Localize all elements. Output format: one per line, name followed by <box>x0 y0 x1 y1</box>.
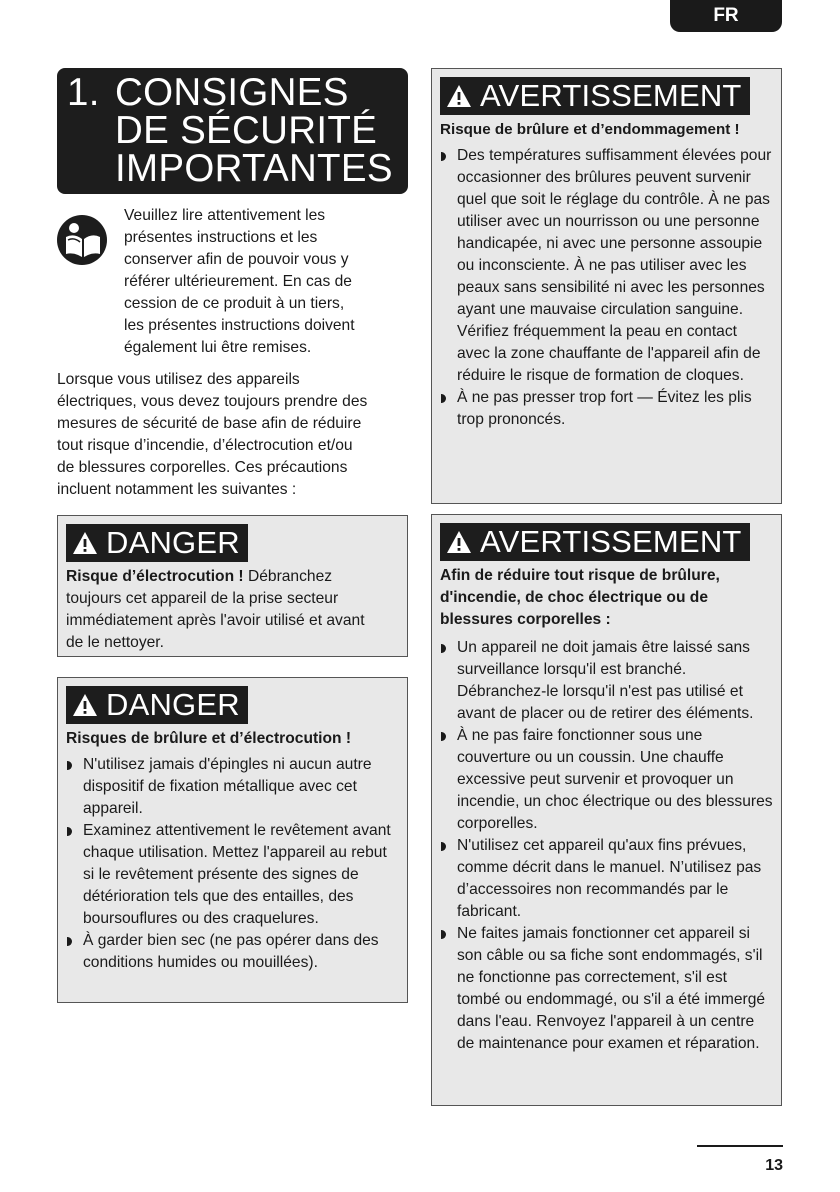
danger-heading: Risque d’électrocution ! <box>66 568 244 585</box>
warning-bullet-list <box>440 145 773 431</box>
page-number: 13 <box>765 1157 783 1174</box>
section-title <box>57 68 408 194</box>
title-line-1: CONSIGNES <box>115 71 349 114</box>
warning-triangle-icon <box>446 530 472 554</box>
list-item: Un appareil ne doit jamais être laissé sans surveillance lorsqu'il est branché. Débranchez-le lorsqu'il n'est pas utilisé et avant de placer ou de retirer des éléments. <box>440 637 773 725</box>
danger-box-electrocution <box>57 515 408 657</box>
title-line-3: IMPORTANTES <box>115 147 393 190</box>
list-item: Ne faites jamais fonctionner cet appareil si son câble ou sa fiche sont endommagés, s'il ne fonctionne pas correctement, s'il est tombé ou endommagé, ou s'il a été immergé dans l'eau. Renvoyez l'appareil à un centre de maintenance pour examen et réparation. <box>440 923 773 1055</box>
footer-rule <box>697 1145 783 1147</box>
danger-heading: Risques de brûlure et d’électrocution ! <box>66 730 352 747</box>
list-item: N'utilisez jamais d'épingles ni aucun autre dispositif de fixation métallique avec cet appareil. <box>66 754 399 820</box>
list-item: À garder bien sec (ne pas opérer dans des conditions humides ou mouillées). <box>66 930 399 974</box>
warning-box-burn-damage <box>431 68 782 504</box>
danger-box-burn-electrocution <box>57 677 408 1003</box>
warning-heading: Risque de brûlure et d’endommagement ! <box>440 121 740 138</box>
read-manual-icon <box>57 215 107 265</box>
section-number: 1. <box>67 71 100 114</box>
list-item: N'utilisez cet appareil qu'aux fins prévues, comme décrit dans le manuel. N’utilisez pas d’accessoires non recommandés par le fabricant. <box>440 835 773 923</box>
list-item: Examinez attentivement le revêtement avant chaque utilisation. Mettez l'appareil au rebut si le revêtement présente des signes de détérioration tels que des entailles, des boursouflures ou des craquelures. <box>66 820 399 930</box>
lead-paragraph: Lorsque vous utilisez des appareils électriques, vous devez toujours prendre des mesures de sécurité de base afin de réduire tout risque d’incendie, d’électrocution et/ou de blessures corporelles. Ces précautions incluent notamment les suivantes : <box>57 371 368 498</box>
warning-banner: AVERTISSEMENT <box>440 523 750 561</box>
warning-triangle-icon <box>72 693 98 717</box>
list-item: À ne pas faire fonctionner sous une couverture ou un coussin. Une chauffe excessive peut survenir et provoquer un incendie, un choc électrique ou des blessures corporelles. <box>440 725 773 835</box>
warning-box-fire-shock <box>431 514 782 1106</box>
danger-text: Risque d’électrocution ! Débranchez toujours cet appareil de la prise secteur immédiatement après l'avoir utilisé et avant de le nettoyer. <box>66 568 365 651</box>
warning-triangle-icon <box>446 84 472 108</box>
danger-banner: DANGER <box>66 686 248 724</box>
warning-triangle-icon <box>72 531 98 555</box>
danger-bullet-list <box>66 754 399 974</box>
warning-heading: Afin de réduire tout risque de brûlure, d'incendie, de choc électrique ou de blessures corporelles : <box>440 567 720 628</box>
danger-banner: DANGER <box>66 524 248 562</box>
title-line-2: DE SÉCURITÉ <box>115 109 378 152</box>
list-item: Des températures suffisamment élevées pour occasionner des brûlures peuvent survenir quel que soit le réglage du contrôle. À ne pas utiliser avec un nourrisson ou une personne handicapée, ni avec une personne assoupie ou inconsciente. À ne pas utiliser avec les peaux sans sensibilité ni avec les personnes ayant une mauvaise circulation sanguine. Vérifiez fréquemment la peau en contact avec la zone chauffante de l'appareil afin de réduire le risque de formation de cloques. <box>440 145 773 387</box>
warning-banner: AVERTISSEMENT <box>440 77 750 115</box>
list-item: À ne pas presser trop fort — Évitez les plis trop prononcés. <box>440 387 773 431</box>
language-tab: FR <box>670 0 782 32</box>
intro-text: Veuillez lire attentivement les présentes instructions et les conserver afin de pouvoir vous y référer ultérieurement. En cas de cession de ce produit à un tiers, les présentes instructions doivent également lui être remises. <box>124 207 355 356</box>
warning-bullet-list <box>440 637 773 1055</box>
